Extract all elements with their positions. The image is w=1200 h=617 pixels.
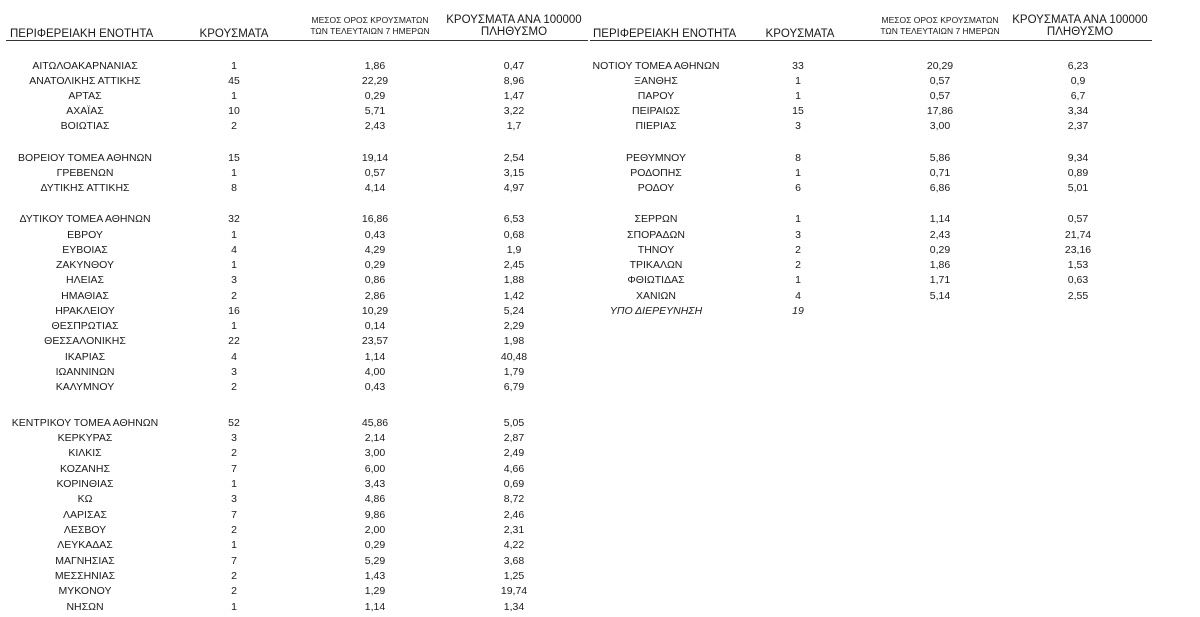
left-row-cases: 3 [231,493,237,505]
right-row-cases: 15 [792,105,804,117]
right-row-name: ΡΟΔΟΠΗΣ [630,167,682,179]
right-row-per100k: 6,23 [1067,60,1089,72]
right-row-avg7: 0,57 [929,90,951,102]
right-row-per100k: 0,9 [1070,75,1086,87]
right-row-cases: 6 [795,182,801,194]
left-row-avg7: 1,14 [364,351,386,363]
left-row-per100k: 1,9 [506,244,522,256]
right-row-per100k: 6,7 [1070,90,1086,102]
left-row-cases: 3 [231,432,237,444]
left-row-per100k: 3,22 [503,105,525,117]
left-row-name: ΗΛΕΙΑΣ [65,274,105,286]
left-row-avg7: 23,57 [361,335,389,347]
left-row-name: ΚΟΡΙΝΘΙΑΣ [56,478,114,490]
left-row-per100k: 1,98 [503,335,525,347]
right-row-name: ΥΠΟ ΔΙΕΡΕΥΝΗΣΗ [609,305,703,317]
left-row-cases: 2 [231,290,237,302]
left-row-name: ΗΡΑΚΛΕΙΟΥ [55,305,115,317]
left-row-cases: 2 [231,120,237,132]
right-header-cases: ΚΡΟΥΣΜΑΤΑ [765,28,835,40]
left-row-cases: 10 [228,105,240,117]
right-row-avg7: 3,00 [929,120,951,132]
right-row-avg7: 1,14 [929,213,951,225]
left-row-name: ΛΕΥΚΑΔΑΣ [57,539,113,551]
right-row-name: ΠΙΕΡΙΑΣ [635,120,677,132]
left-row-name: ΘΕΣΠΡΩΤΙΑΣ [51,320,119,332]
left-row-name: ΚΩ [77,493,93,505]
left-row-name: ΑΧΑΪΑΣ [66,105,104,117]
left-row-per100k: 4,22 [503,539,525,551]
left-row-avg7: 6,00 [364,463,386,475]
left-row-per100k: 2,31 [503,524,525,536]
right-row-name: ΦΘΙΩΤΙΔΑΣ [627,274,685,286]
left-row-cases: 16 [228,305,240,317]
right-header-avg7 [870,15,1010,37]
left-row-avg7: 3,00 [364,447,386,459]
left-header-region: ΠΕΡΙΦΕΡΕΙΑΚΗ ΕΝΟΤΗΤΑ [10,28,154,40]
left-row-per100k: 1,34 [503,601,525,613]
left-row-avg7: 0,86 [364,274,386,286]
right-row-name: ΧΑΝΙΩΝ [636,290,676,302]
right-row-avg7: 17,86 [926,105,954,117]
right-row-cases: 1 [795,274,801,286]
left-row-name: ΕΥΒΟΙΑΣ [62,244,108,256]
right-row-per100k: 23,16 [1064,244,1092,256]
right-row-per100k: 0,89 [1067,167,1089,179]
left-row-avg7: 1,14 [364,601,386,613]
left-row-name: ΜΥΚΟΝΟΥ [58,585,112,597]
left-row-name: ΘΕΣΣΑΛΟΝΙΚΗΣ [44,335,126,347]
right-row-per100k: 2,37 [1067,120,1089,132]
right-row-cases: 2 [795,244,801,256]
left-row-cases: 1 [231,259,237,271]
left-row-name: ΑΝΑΤΟΛΙΚΗΣ ΑΤΤΙΚΗΣ [29,75,141,87]
right-row-name: ΠΕΙΡΑΙΩΣ [632,105,680,117]
left-row-avg7: 9,86 [364,509,386,521]
left-row-cases: 22 [228,335,240,347]
right-row-per100k [1038,304,1118,319]
left-row-per100k: 2,46 [503,509,525,521]
left-row-per100k: 3,68 [503,555,525,567]
left-row-per100k: 1,79 [503,366,525,378]
right-row-cases: 4 [795,290,801,302]
left-row-cases: 3 [231,366,237,378]
right-row-per100k: 1,53 [1067,259,1089,271]
right-row-cases: 2 [795,259,801,271]
left-row-cases: 1 [231,60,237,72]
right-header-per100k-line2: ΠΛΗΘΥΣΜΟ [1046,26,1114,38]
left-row-avg7: 3,43 [364,478,386,490]
left-row-avg7: 0,43 [364,381,386,393]
right-row-per100k: 21,74 [1064,229,1092,241]
left-row-per100k: 4,66 [503,463,525,475]
right-row-per100k: 0,57 [1067,213,1089,225]
left-row-per100k: 2,45 [503,259,525,271]
right-row-name: ΠΑΡΟΥ [637,90,675,102]
left-row-name: ΔΥΤΙΚΟΥ ΤΟΜΕΑ ΑΘΗΝΩΝ [19,213,151,225]
left-row-per100k: 2,87 [503,432,525,444]
left-row-name: ΛΕΣΒΟΥ [63,524,107,536]
left-row-per100k: 5,24 [503,305,525,317]
left-row-per100k: 3,15 [503,167,525,179]
left-row-name: ΗΜΑΘΙΑΣ [61,290,109,302]
left-row-per100k: 2,29 [503,320,525,332]
left-row-per100k: 1,25 [503,570,525,582]
right-row-name: ΤΗΝΟΥ [637,244,675,256]
right-header-per100k [1010,14,1150,38]
left-row-avg7: 5,71 [364,105,386,117]
right-row-per100k: 0,63 [1067,274,1089,286]
left-row-cases: 52 [228,417,240,429]
right-row-avg7: 1,86 [929,259,951,271]
left-row-name: ΑΡΤΑΣ [68,90,102,102]
left-row-per100k: 1,42 [503,290,525,302]
left-row-cases: 2 [231,381,237,393]
left-row-per100k: 5,05 [503,417,525,429]
right-row-cases: 1 [795,75,801,87]
left-row-avg7: 4,29 [364,244,386,256]
left-row-cases: 15 [228,152,240,164]
left-row-name: ΕΒΡΟΥ [67,229,103,241]
right-row-per100k: 2,55 [1067,290,1089,302]
right-header-rule [590,40,1152,41]
left-row-cases: 45 [228,75,240,87]
left-row-cases: 4 [231,244,237,256]
left-row-per100k: 19,74 [500,585,528,597]
left-row-avg7: 4,00 [364,366,386,378]
right-row-cases: 8 [795,152,801,164]
left-row-per100k: 8,96 [503,75,525,87]
left-header-avg7-line1: ΜΕΣΟΣ ΟΡΟΣ ΚΡΟΥΣΜΑΤΩΝ [311,15,429,25]
left-row-avg7: 10,29 [361,305,389,317]
left-row-cases: 1 [231,90,237,102]
left-row-per100k: 1,7 [506,120,522,132]
left-header-rule [6,40,588,41]
right-row-cases: 1 [795,213,801,225]
left-row-name: ΙΚΑΡΙΑΣ [64,351,106,363]
left-row-avg7: 2,43 [364,120,386,132]
left-row-per100k: 6,53 [503,213,525,225]
right-row-cases: 3 [795,229,801,241]
right-row-cases: 1 [795,167,801,179]
left-row-per100k: 2,54 [503,152,525,164]
left-row-cases: 1 [231,320,237,332]
left-row-per100k: 1,88 [503,274,525,286]
left-row-cases: 1 [231,601,237,613]
left-row-per100k: 1,47 [503,90,525,102]
left-row-cases: 2 [231,524,237,536]
right-row-cases: 1 [795,90,801,102]
left-row-name: ΒΟΙΩΤΙΑΣ [60,120,110,132]
left-row-cases: 2 [231,447,237,459]
left-row-avg7: 22,29 [361,75,389,87]
left-row-name: ΚΕΝΤΡΙΚΟΥ ΤΟΜΕΑ ΑΘΗΝΩΝ [11,417,159,429]
left-header-per100k-line1: ΚΡΟΥΣΜΑΤΑ ΑΝΑ 100000 [446,14,582,26]
right-header-avg7-line1: ΜΕΣΟΣ ΟΡΟΣ ΚΡΟΥΣΜΑΤΩΝ [881,15,999,25]
left-row-avg7: 0,43 [364,229,386,241]
left-row-cases: 2 [231,585,237,597]
left-row-avg7: 0,29 [364,259,386,271]
right-row-cases: 3 [795,120,801,132]
right-row-avg7: 1,71 [929,274,951,286]
right-row-per100k: 9,34 [1067,152,1089,164]
left-row-avg7: 0,57 [364,167,386,179]
left-row-per100k: 40,48 [500,351,528,363]
left-row-name: ΒΟΡΕΙΟΥ ΤΟΜΕΑ ΑΘΗΝΩΝ [18,152,152,164]
left-row-cases: 1 [231,167,237,179]
right-row-name: ΞΑΝΘΗΣ [634,75,678,87]
left-row-cases: 3 [231,274,237,286]
right-row-avg7: 0,71 [929,167,951,179]
right-row-per100k: 5,01 [1067,182,1089,194]
left-row-per100k: 0,68 [503,229,525,241]
left-row-avg7: 4,14 [364,182,386,194]
left-row-cases: 1 [231,539,237,551]
right-header-per100k-line1: ΚΡΟΥΣΜΑΤΑ ΑΝΑ 100000 [1012,14,1148,26]
right-row-avg7: 20,29 [926,60,954,72]
left-row-avg7: 2,86 [364,290,386,302]
left-row-avg7: 19,14 [361,152,389,164]
left-row-cases: 4 [231,351,237,363]
left-row-name: ΛΑΡΙΣΑΣ [63,509,107,521]
left-row-per100k: 0,47 [503,60,525,72]
right-row-name: ΣΕΡΡΩΝ [634,213,678,225]
left-row-avg7: 2,00 [364,524,386,536]
left-row-cases: 2 [231,570,237,582]
left-header-avg7-line2: ΤΩΝ ΤΕΛΕΥΤΑΙΩΝ 7 ΗΜΕΡΩΝ [310,26,430,36]
left-header-per100k-line2: ΠΛΗΘΥΣΜΟ [480,26,548,38]
left-row-avg7: 0,14 [364,320,386,332]
left-row-cases: 7 [231,463,237,475]
left-row-name: ΖΑΚΥΝΘΟΥ [55,259,115,271]
left-row-per100k: 4,97 [503,182,525,194]
right-row-avg7: 2,43 [929,229,951,241]
left-header-per100k [444,14,584,38]
right-row-cases: 33 [792,60,804,72]
left-row-name: ΜΕΣΣΗΝΙΑΣ [54,570,116,582]
right-row-avg7: 6,86 [929,182,951,194]
right-row-name: ΤΡΙΚΑΛΩΝ [629,259,683,271]
left-row-name: ΚΕΡΚΥΡΑΣ [57,432,113,444]
right-header-region: ΠΕΡΙΦΕΡΕΙΑΚΗ ΕΝΟΤΗΤΑ [593,28,737,40]
left-row-name: ΔΥΤΙΚΗΣ ΑΤΤΙΚΗΣ [40,182,130,194]
left-row-per100k: 6,79 [503,381,525,393]
left-header-cases: ΚΡΟΥΣΜΑΤΑ [199,28,269,40]
right-header-avg7-line2: ΤΩΝ ΤΕΛΕΥΤΑΙΩΝ 7 ΗΜΕΡΩΝ [880,26,1000,36]
left-row-name: ΓΡΕΒΕΝΩΝ [56,167,114,179]
left-row-avg7: 1,86 [364,60,386,72]
right-row-name: ΝΟΤΙΟΥ ΤΟΜΕΑ ΑΘΗΝΩΝ [592,60,720,72]
left-row-cases: 7 [231,509,237,521]
left-row-per100k: 2,49 [503,447,525,459]
left-row-avg7: 4,86 [364,493,386,505]
left-row-avg7: 2,14 [364,432,386,444]
left-header-avg7 [300,15,440,37]
left-row-avg7: 0,29 [364,539,386,551]
left-row-name: ΙΩΑΝΝΙΝΩΝ [55,366,115,378]
left-row-name: ΑΙΤΩΛΟΑΚΑΡΝΑΝΙΑΣ [32,60,138,72]
right-row-avg7: 0,57 [929,75,951,87]
left-row-cases: 32 [228,213,240,225]
left-row-name: ΚΙΛΚΙΣ [68,447,102,459]
left-row-name: ΝΗΣΩΝ [66,601,104,613]
right-row-per100k: 3,34 [1067,105,1089,117]
left-row-name: ΜΑΓΝΗΣΙΑΣ [55,555,115,567]
left-row-avg7: 1,29 [364,585,386,597]
left-row-cases: 1 [231,229,237,241]
left-row-avg7: 45,86 [361,417,389,429]
left-row-cases: 1 [231,478,237,490]
left-row-avg7: 5,29 [364,555,386,567]
right-row-avg7: 5,86 [929,152,951,164]
right-row-name: ΣΠΟΡΑΔΩΝ [627,229,685,241]
right-row-avg7: 5,14 [929,290,951,302]
right-row-avg7: 0,29 [929,244,951,256]
left-row-per100k: 8,72 [503,493,525,505]
right-row-name: ΡΕΘΥΜΝΟΥ [625,152,687,164]
right-row-name: ΡΟΔΟΥ [637,182,675,194]
left-row-name: ΚΑΛΥΜΝΟΥ [55,381,115,393]
left-row-name: ΚΟΖΑΝΗΣ [60,463,110,475]
left-row-cases: 7 [231,555,237,567]
left-row-avg7: 1,43 [364,570,386,582]
right-row-cases: 19 [792,305,804,317]
left-row-per100k: 0,69 [503,478,525,490]
left-row-avg7: 0,29 [364,90,386,102]
left-row-cases: 8 [231,182,237,194]
right-row-avg7 [900,304,980,319]
left-row-avg7: 16,86 [361,213,389,225]
